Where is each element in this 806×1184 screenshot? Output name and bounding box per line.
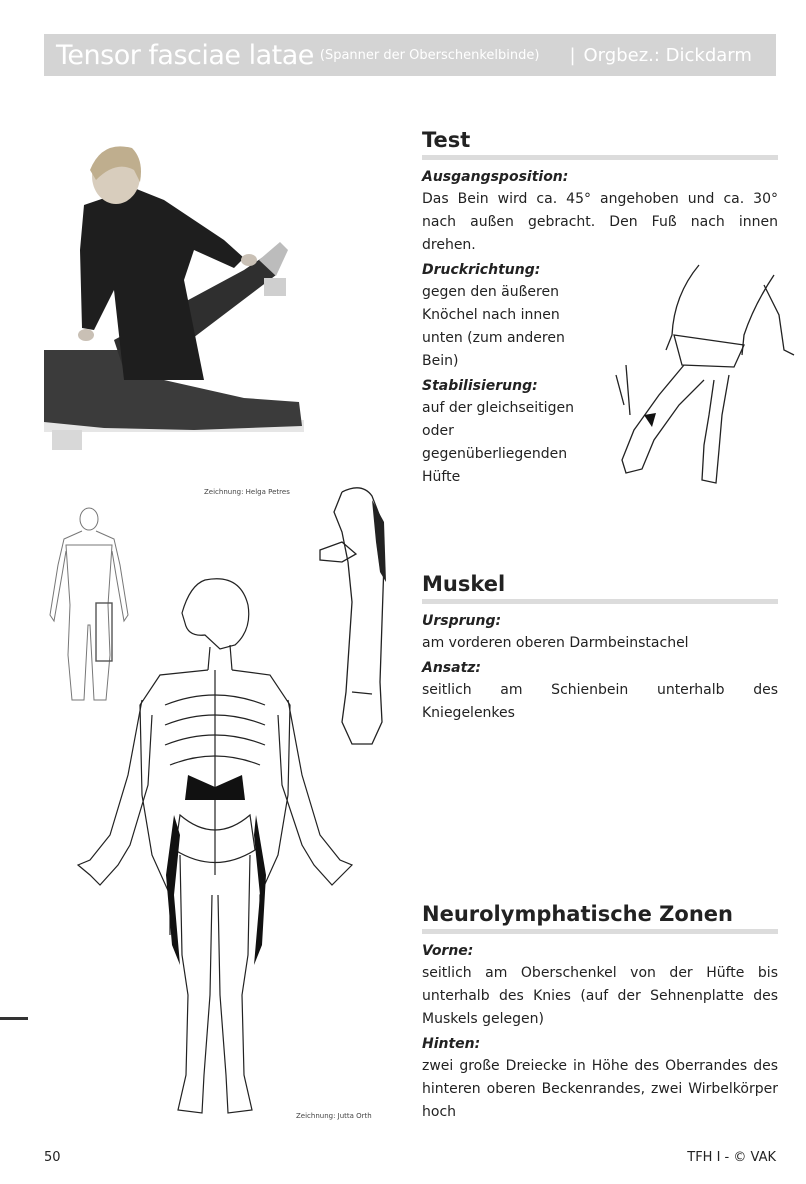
muscle-german-name: (Spanner der Oberschenkelbinde) (319, 47, 540, 63)
muscle-title: Tensor fasciae latae (56, 39, 314, 71)
start-position-label: Ausgangsposition: (422, 169, 569, 185)
pressure-direction-text: gegen den äußeren Knöchel nach innen unten (zum anderen Bein) (422, 284, 565, 369)
test-section (422, 128, 778, 489)
page-edge-mark (0, 1017, 28, 1020)
front-text: seitlich am Oberschenkel von der Hüfte bis unterhalb des Knies (auf der Sehnenplatte des Muskels gelegen) (422, 965, 778, 1027)
title-banner (44, 34, 776, 76)
drawing-credit-bottom: Zeichnung: Jutta Orth (296, 1112, 372, 1120)
page-number: 50 (44, 1150, 61, 1165)
origin-text: am vorderen oberen Darmbeinstachel (422, 635, 689, 651)
test-heading: Test (422, 128, 778, 160)
copyright: TFH I - © VAK (687, 1150, 776, 1165)
title-separator: | (569, 44, 576, 66)
skeleton-figure (70, 575, 360, 1120)
zones-heading: Neurolymphatische Zonen (422, 902, 778, 934)
insertion-text: seitlich am Schienbein unterhalb des Kniegelenkes (422, 682, 778, 721)
stabilization-label: Stabilisierung: (422, 378, 538, 394)
back-label: Hinten: (422, 1036, 481, 1052)
front-label: Vorne: (422, 943, 474, 959)
origin-label: Ursprung: (422, 613, 502, 629)
muscle-heading: Muskel (422, 572, 778, 604)
organ-relation: Orgbez.: Dickdarm (583, 44, 752, 66)
stabilization-text: auf der gleichseitigen oder gegenüberliegenden Hüfte (422, 400, 574, 485)
muscle-section (422, 572, 778, 725)
insertion-label: Ansatz: (422, 660, 482, 676)
muscle-test-photo (44, 130, 304, 450)
drawing-credit-top: Zeichnung: Helga Petres (204, 488, 290, 496)
neurolymphatic-zones-section (422, 902, 778, 1124)
back-text: zwei große Dreiecke in Höhe des Oberrandes des hinteren oberen Beckenrandes, zwei Wirbelkörper hoch (422, 1058, 778, 1120)
start-position-text: Das Bein wird ca. 45° angehoben und ca. 30° nach außen gebracht. Den Fuß nach innen drehen. (422, 191, 778, 253)
pressure-direction-label: Druckrichtung: (422, 262, 541, 278)
